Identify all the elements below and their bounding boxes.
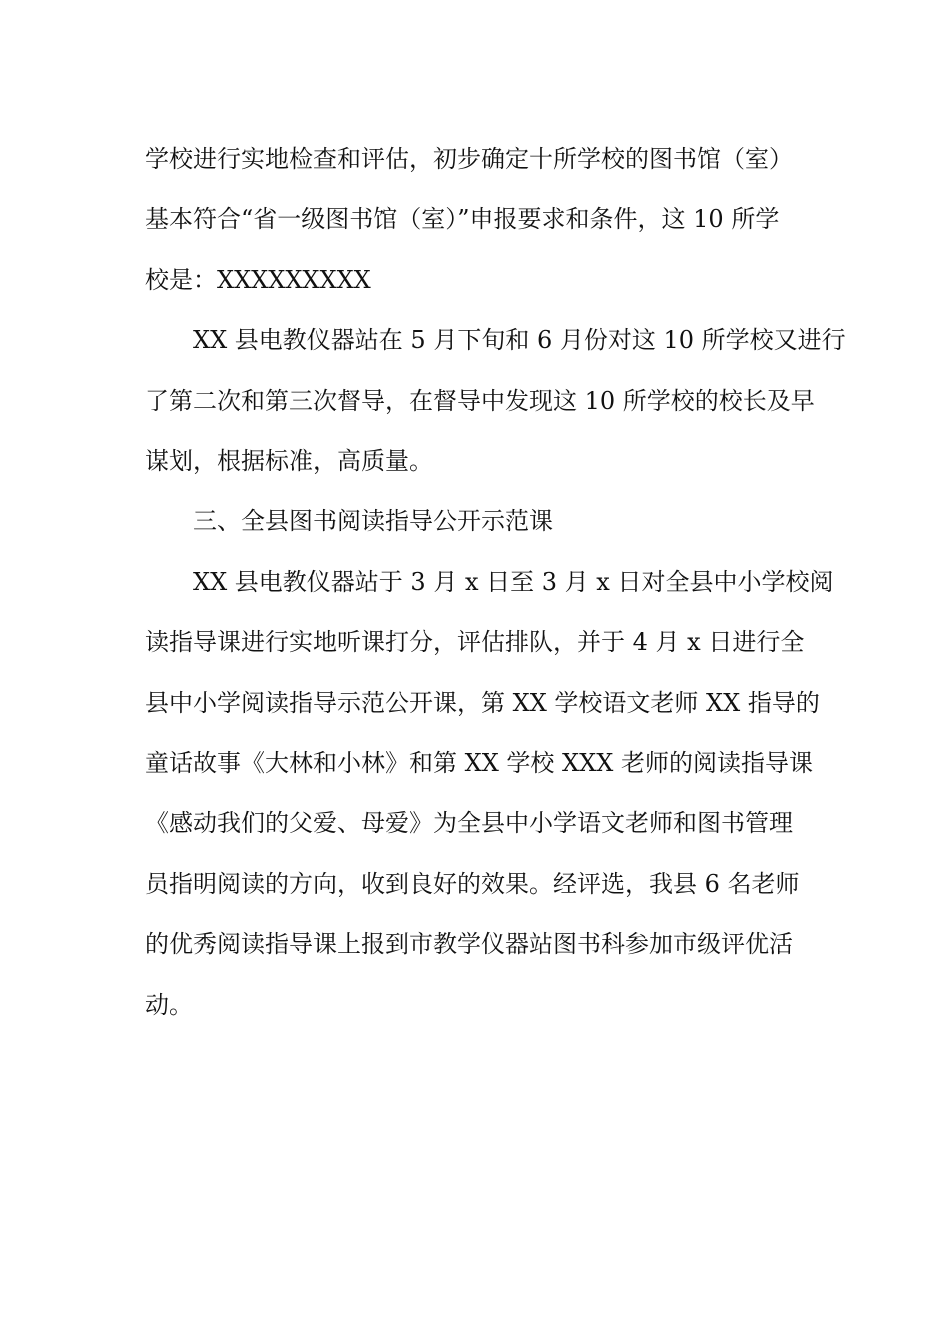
paragraph-1-line-2: 基本符合“省一级图书馆（室）”申报要求和条件，这 10 所学 [145,205,780,234]
paragraph-2-line-1: XX 县电教仪器站在 5 月下旬和 6 月份对这 10 所学校又进行 [193,326,846,355]
paragraph-4-line-3: 县中小学阅读指导示范公开课，第 XX 学校语文老师 XX 指导的 [145,688,820,717]
document-body [145,129,846,1035]
paragraph-1-line-3: 校是：XXXXXXXXX [145,265,371,294]
section-heading-3: 三、全县图书阅读指导公开示范课 [193,507,553,536]
paragraph-4-line-2: 读指导课进行实地听课打分，评估排队，并于 4 月 x 日进行全 [145,628,805,657]
paragraph-4-line-1: XX 县电教仪器站于 3 月 x 日至 3 月 x 日对全县中小学校阅 [193,567,834,596]
paragraph-4-line-7: 的优秀阅读指导课上报到市教学仪器站图书科参加市级评优活 [145,930,793,959]
paragraph-2-line-2: 了第二次和第三次督导，在督导中发现这 10 所学校的校长及早 [145,386,815,415]
paragraph-4-line-5: 《感动我们的父爱、母爱》为全县中小学语文老师和图书管理 [145,809,793,838]
paragraph-4-line-8: 动。 [145,990,193,1019]
paragraph-4-line-6: 员指明阅读的方向，收到良好的效果。经评选，我县 6 名老师 [145,869,800,898]
paragraph-2-line-3: 谋划，根据标准，高质量。 [145,447,433,476]
paragraph-4-line-4: 童话故事《大林和小林》和第 XX 学校 XXX 老师的阅读指导课 [145,749,813,778]
paragraph-1-line-1: 学校进行实地检查和评估，初步确定十所学校的图书馆（室） [145,145,793,173]
